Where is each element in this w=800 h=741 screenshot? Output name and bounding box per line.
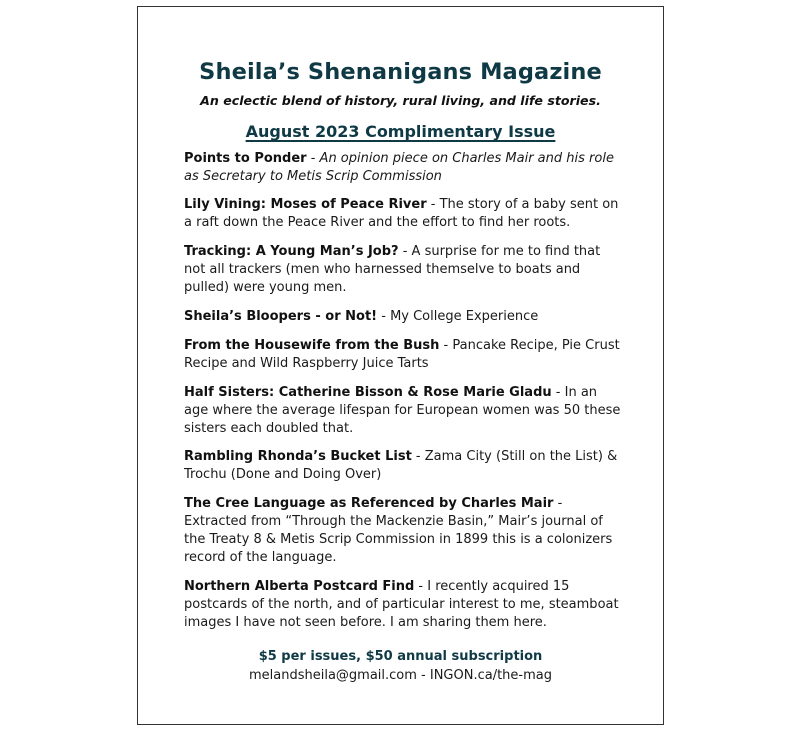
article-description: Zama City (Still on the List) & Trochu (Done and Doing Over) bbox=[184, 449, 618, 482]
article-item bbox=[184, 196, 624, 232]
article-description: I recently acquired 15 postcards of the north, and of particular interest to me, steamboat images I have not seen before. I am sharing them here. bbox=[184, 579, 619, 630]
article-title: Northern Alberta Postcard Find bbox=[184, 579, 415, 594]
magazine-title: Sheila’s Shenanigans Magazine bbox=[199, 59, 602, 85]
article-title: Tracking: A Young Man’s Job? bbox=[184, 244, 399, 259]
article-separator: - bbox=[439, 338, 453, 353]
article-item bbox=[184, 243, 624, 297]
article-description: A surprise for me to find that not all trackers (men who harnessed themselve to boats and pulled) were young men. bbox=[184, 244, 601, 295]
article-title: Sheila’s Bloopers - or Not! bbox=[184, 309, 378, 324]
article-description: My College Experience bbox=[390, 309, 539, 324]
article-title: Lily Vining: Moses of Peace River bbox=[184, 197, 427, 212]
contact-info: melandsheila@gmail.com - INGON.ca/the-mag bbox=[248, 668, 552, 683]
article-item bbox=[184, 495, 624, 567]
article-title: Half Sisters: Catherine Bisson & Rose Marie Gladu bbox=[184, 385, 552, 400]
article-title: The Cree Language as Referenced by Charles Mair bbox=[184, 496, 554, 511]
issue-title: August 2023 Complimentary Issue bbox=[245, 122, 556, 141]
article-item bbox=[184, 578, 624, 632]
article-title: From the Housewife from the Bush bbox=[184, 338, 440, 353]
magazine-tagline: An eclectic blend of history, rural living, and life stories. bbox=[200, 93, 601, 108]
article-separator: - bbox=[426, 197, 440, 212]
article-description: In an age where the average lifespan for European women was 50 these sisters each doubled that. bbox=[184, 385, 621, 436]
article-item bbox=[184, 384, 624, 438]
magazine-page bbox=[137, 6, 664, 725]
article-separator: - bbox=[411, 449, 425, 464]
article-separator: - bbox=[414, 579, 428, 594]
article-separator: - bbox=[553, 496, 563, 511]
article-title: Points to Ponder bbox=[184, 151, 307, 166]
article-separator: - bbox=[398, 244, 412, 259]
article-description: Extracted from “Through the Mackenzie Basin,” Mair’s journal of the Treaty 8 & Metis Scrip Commission in 1899 this is a colonizers record of the language. bbox=[184, 514, 613, 565]
article-separator: - bbox=[377, 309, 391, 324]
article-item bbox=[184, 150, 624, 186]
subscription-price: $5 per issues, $50 annual subscription bbox=[258, 649, 543, 664]
article-separator: - bbox=[306, 151, 320, 166]
article-item bbox=[184, 337, 624, 373]
article-title: Rambling Rhonda’s Bucket List bbox=[184, 449, 412, 464]
article-item bbox=[184, 308, 624, 326]
article-description: An opinion piece on Charles Mair and his role as Secretary to Metis Scrip Commission bbox=[184, 151, 614, 184]
article-item bbox=[184, 448, 624, 484]
article-description: Pancake Recipe, Pie Crust Recipe and Wild Raspberry Juice Tarts bbox=[184, 338, 620, 371]
article-separator: - bbox=[551, 385, 565, 400]
article-description: The story of a baby sent on a raft down the Peace River and the effort to find her roots. bbox=[184, 197, 619, 230]
